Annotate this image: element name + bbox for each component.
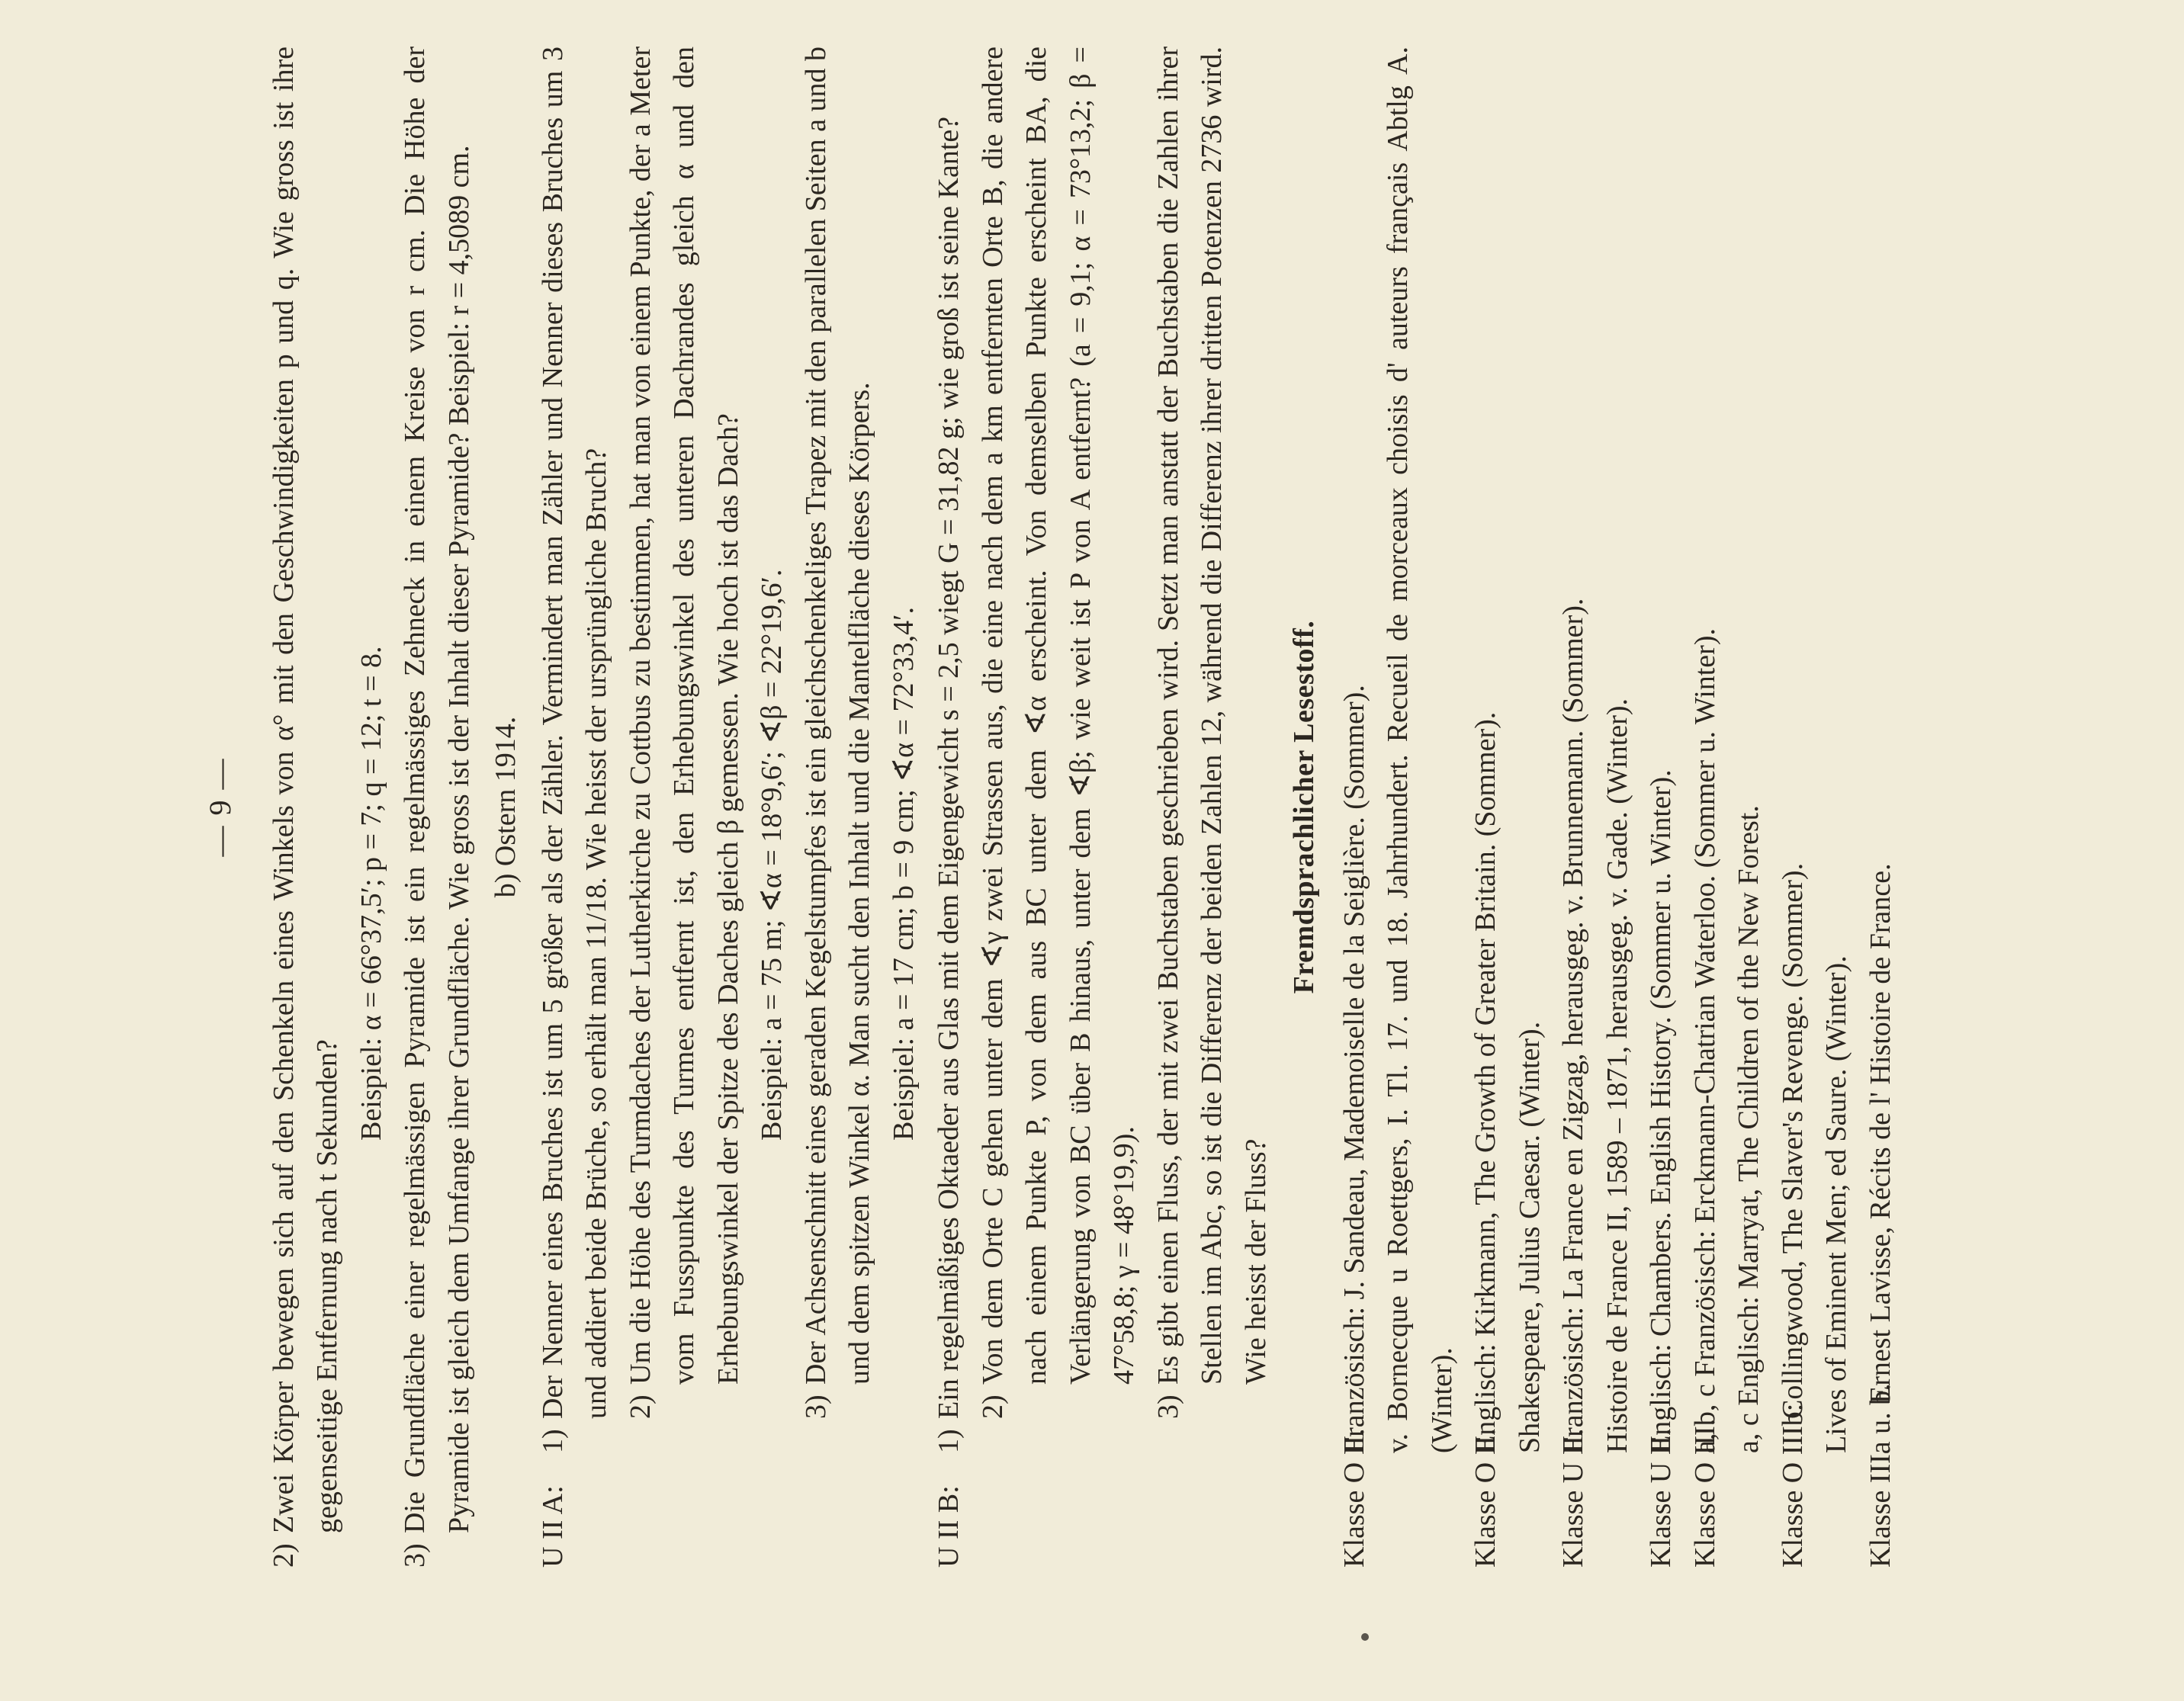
page-content	[198, 47, 1903, 1568]
problem-3	[393, 47, 481, 1568]
problem-label: 2)	[267, 1543, 300, 1568]
problem-2	[262, 47, 350, 1568]
problem-text: Der Nenner eines Bruches ist um 5 größer als der Zähler. Vermindert man Zähler und Nenner dieses Bruches um 3 und addiert beide Brüche, so erhält man 11/18. Wie heisst der ursprüngliche Bruch?	[536, 47, 612, 1419]
section-u2a	[532, 47, 619, 1568]
reading-entry	[1464, 47, 1508, 1568]
subheading: b) Ostern 1914.	[490, 716, 522, 898]
reading-text: Ernest Lavisse, Récits de l' Histoire de France.	[1864, 863, 1897, 1404]
problem-label: 3)	[1151, 1394, 1184, 1419]
problem-text: Die Grundfläche einer regelmässigen Pyramide ist ein regelmässiges Zehneck in einem Kreise von r cm. Die Höhe der Pyramide ist gleich dem Umfange ihrer Grundfläche. Wie gross ist der Inhalt dieser Pyramide? Beispiel: r = 4,5089 cm.	[399, 47, 475, 1533]
reading-entry	[1684, 47, 1728, 1568]
reading-class: Klasse O III.	[1688, 1418, 1721, 1568]
problem-label: 3)	[399, 1543, 431, 1568]
reading-text: a, b, c Französisch: Erckmann-Chatrian Waterloo. (Sommer u. Winter).	[1688, 628, 1721, 1453]
problem-text: Um die Höhe des Turmdaches der Lutherkirche zu Cottbus zu bestimmen, hat man von einem Punkte, der a Meter vom Fusspunkte des Turmes entfernt ist, den Erhebungswinkel des unteren Dachrandes gleich α und den Erhebungswinkel der Spitze des Daches gleich β gemessen. Wie hoch ist das Dach?	[624, 47, 744, 1385]
problem-text: Zwei Körper bewegen sich auf den Schenkeln eines Winkels von α° mit den Geschwindigkeiten p und q. Wie gross ist ihre gegenseitige Entfernung nach t Sekunden?	[267, 46, 343, 1533]
reading-entry	[1771, 47, 1816, 1568]
problem-3	[795, 47, 882, 1568]
problem-text: Ein regelmäßiges Oktaeder aus Glas mit dem Eigengewicht s = 2,5 wiegt G = 31,82 g; wie groß ist seine Kante?	[933, 116, 965, 1419]
problem-text: Von dem Orte C gehen unter dem ∢γ zwei Strassen aus, die eine nach dem a km entfernten Orte B, die andere nach einem Punkte P, von dem aus BC unter dem ∢α erscheint. Von demselben Punkte erscheint BA, die Verlängerung von BC über B hinaus, unter dem ∢β; wie weit ist P von A entfernt? (a = 9,1; α = 73°13,2; β = 47°58,8; γ = 48°19,9).	[976, 47, 1140, 1385]
reading-class: Klasse IIIa u. b.	[1864, 1383, 1897, 1568]
problem-label: 1)	[536, 1429, 569, 1453]
problem-example: Beispiel: a = 17 cm; b = 9 cm; ∢α = 72°33,4′.	[887, 607, 920, 1141]
problem-example: Beispiel: a = 75 m; ∢α = 18°9,6′; ∢β = 22°19,6′.	[756, 569, 788, 1141]
problem-2	[619, 47, 751, 1568]
reading-continuation: a, c Englisch: Marryat, The Children of the New Forest.	[1733, 805, 1765, 1453]
problem-label: 3)	[799, 1394, 832, 1419]
section-u2b	[927, 47, 972, 1568]
problem-text: Der Achsenschnitt eines geraden Kegelstumpfes ist ein gleichschenkeliges Trapez mit den parallelen Seiten a und b und dem spitzen Winkel α. Man sucht den Inhalt und die Mantelfläche dieses Körpers.	[799, 47, 875, 1385]
reading-class: Klasse O II.	[1338, 1428, 1370, 1568]
problem-text: Es gibt einen Fluss, der mit zwei Buchstaben geschrieben wird. Setzt man anstatt der Buchstaben die Zahlen ihrer Stellen im Abc, so ist die Differenz der beiden Zahlen 12, während die Differenz ihrer dritten Potenzen 2736 wird. Wie heisst der Fluss?	[1151, 47, 1272, 1385]
reading-continuation: v. Bornecque u Roettgers, I. Tl. 17. und 18. Jahrhundert. Recueil de morceaux choisis d' auteurs français Abtlg A. (Winter).	[1382, 47, 1458, 1453]
reading-text: Französisch: J. Sandeau, Mademoiselle de la Seiglière. (Sommer).	[1338, 685, 1370, 1453]
reading-class: Klasse O II.	[1469, 1428, 1502, 1568]
reading-entry	[1640, 47, 1684, 1568]
reading-class: Klasse O IIIb:	[1776, 1403, 1809, 1568]
reading-entry	[1333, 47, 1377, 1568]
class-label: U II B:	[933, 1485, 965, 1568]
ink-speck	[1361, 1633, 1369, 1641]
reading-text: Collingwood, The Slaver's Revenge. (Sommer).	[1776, 862, 1809, 1419]
page-number: — 9 —	[203, 757, 237, 857]
problem-2	[972, 47, 1147, 1568]
reading-text: Französisch: La France en Zigzag, herausgeg. v. Brunnemann. (Sommer).	[1557, 598, 1589, 1453]
reading-entry	[1859, 47, 1903, 1568]
problem-3	[1147, 47, 1279, 1568]
reading-entry	[1552, 47, 1596, 1568]
reading-continuation: Lives of Eminent Men; ed Saure. (Winter).	[1820, 955, 1852, 1453]
reading-text: Englisch: Kirkmann, The Growth of Greater Britain. (Sommer).	[1469, 711, 1502, 1453]
reading-class: Klasse U II.	[1557, 1428, 1589, 1568]
reading-class: Klasse U II.	[1645, 1428, 1677, 1568]
problem-label: 2)	[624, 1394, 657, 1419]
reading-continuation: Histoire de France II, 1589 – 1871, herausgeg. v. Gade. (Winter).	[1601, 698, 1633, 1453]
reading-continuation: Shakespeare, Julius Caesar. (Winter).	[1513, 1021, 1546, 1453]
problem-label: 2)	[976, 1394, 1009, 1419]
class-label: U II A:	[536, 1485, 569, 1568]
reading-text: Englisch: Chambers. English History. (Sommer u. Winter).	[1645, 769, 1677, 1453]
problem-label: 1)	[933, 1429, 965, 1453]
reading-heading: Fremdsprachlicher Lesestoff.	[1288, 620, 1320, 994]
problem-example: Beispiel: α = 66°37,5′; p = 7; q = 12; t = 8.	[355, 646, 387, 1141]
